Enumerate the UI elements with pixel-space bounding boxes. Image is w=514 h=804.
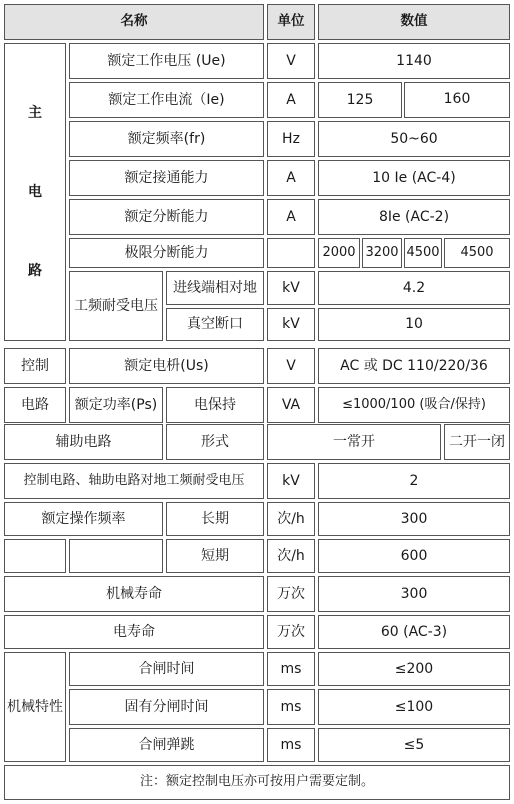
- closing-bounce-value: ≤5: [318, 728, 510, 762]
- operating-frequency-long-unit: 次/h: [267, 502, 315, 536]
- empty-cell-a: [4, 539, 66, 573]
- main-circuit-char-1: 主: [28, 105, 42, 122]
- main-circuit-char-3: 路: [28, 262, 42, 279]
- main-circuit-char-2: 电: [28, 183, 42, 200]
- operating-frequency-short-value: 600: [318, 539, 510, 573]
- limit-breaking-value-1: 2000: [318, 238, 360, 268]
- auxiliary-circuit-label: 辅助电路: [4, 424, 163, 460]
- rated-current-unit: A: [267, 82, 315, 118]
- main-circuit-label: [4, 43, 66, 341]
- control-voltage-unit: V: [267, 348, 315, 384]
- limit-breaking-value-4: 4500: [444, 238, 510, 268]
- breaking-capacity-value: 8Ie (AC-2): [318, 199, 510, 235]
- control-voltage-value: AC 或 DC 110/220/36: [318, 348, 510, 384]
- empty-cell-b: [69, 539, 163, 573]
- withstand-phase-to-earth-unit: kV: [267, 271, 315, 305]
- operating-frequency-label: 额定操作频率: [4, 502, 163, 536]
- electrical-life-unit: 万次: [267, 615, 315, 649]
- aux-withstand-unit: kV: [267, 463, 315, 499]
- making-capacity-label: 额定接通能力: [69, 160, 264, 196]
- rated-current-label: 额定工作电流（Ie): [69, 82, 264, 118]
- auxiliary-form-value-2: 二开一闭: [444, 424, 510, 460]
- limit-breaking-label: 极限分断能力: [69, 238, 264, 268]
- withstand-vacuum-gap-label: 真空断口: [166, 308, 264, 341]
- rated-current-value-2: 160: [404, 82, 510, 118]
- rated-current-value-1: 125: [318, 82, 402, 118]
- limit-breaking-unit: [267, 238, 315, 268]
- circuit-label: 电路: [4, 387, 66, 423]
- power-frequency-withstand-label: 工频耐受电压: [69, 271, 163, 341]
- electrical-life-label: 电寿命: [4, 615, 264, 649]
- aux-withstand-value: 2: [318, 463, 510, 499]
- making-capacity-unit: A: [267, 160, 315, 196]
- opening-time-label: 固有分闸时间: [69, 689, 264, 725]
- control-label: 控制: [4, 348, 66, 384]
- rated-power-unit: VA: [267, 387, 315, 423]
- closing-time-value: ≤200: [318, 652, 510, 686]
- rated-power-label: 额定功率(Ps): [69, 387, 163, 423]
- withstand-phase-to-earth-label: 进线端相对地: [166, 271, 264, 305]
- table-note: 注：额定控制电压亦可按用户需要定制。: [4, 765, 510, 800]
- breaking-capacity-unit: A: [267, 199, 315, 235]
- closing-bounce-unit: ms: [267, 728, 315, 762]
- electrical-life-value: 60 (AC-3): [318, 615, 510, 649]
- limit-breaking-value-3: 4500: [404, 238, 442, 268]
- rated-frequency-unit: Hz: [267, 121, 315, 157]
- rated-frequency-value: 50~60: [318, 121, 510, 157]
- aux-withstand-label: 控制电路、轴助电路对地工频耐受电压: [4, 463, 264, 499]
- closing-time-unit: ms: [267, 652, 315, 686]
- withstand-phase-to-earth-value: 4.2: [318, 271, 510, 305]
- operating-frequency-long-label: 长期: [166, 502, 264, 536]
- operating-frequency-short-unit: 次/h: [267, 539, 315, 573]
- withstand-vacuum-gap-unit: kV: [267, 308, 315, 341]
- closing-time-label: 合闸时间: [69, 652, 264, 686]
- mechanical-life-label: 机械寿命: [4, 576, 264, 612]
- breaking-capacity-label: 额定分断能力: [69, 199, 264, 235]
- limit-breaking-value-2: 3200: [362, 238, 402, 268]
- header-name: 名称: [4, 4, 264, 40]
- rated-voltage-value: 1140: [318, 43, 510, 79]
- opening-time-unit: ms: [267, 689, 315, 725]
- operating-frequency-short-label: 短期: [166, 539, 264, 573]
- withstand-vacuum-gap-value: 10: [318, 308, 510, 341]
- auxiliary-form-value-1: 一常开: [267, 424, 441, 460]
- rated-voltage-unit: V: [267, 43, 315, 79]
- header-unit: 单位: [267, 4, 315, 40]
- auxiliary-form-label: 形式: [166, 424, 264, 460]
- mechanical-characteristics-label: 机械特性: [4, 652, 66, 762]
- rated-voltage-label: 额定工作电压 (Ue): [69, 43, 264, 79]
- making-capacity-value: 10 Ie (AC-4): [318, 160, 510, 196]
- opening-time-value: ≤100: [318, 689, 510, 725]
- rated-frequency-label: 额定频率(fr): [69, 121, 264, 157]
- header-value: 数值: [318, 4, 510, 40]
- operating-frequency-long-value: 300: [318, 502, 510, 536]
- rated-power-value: ≤1000/100 (吸合/保持): [318, 387, 510, 423]
- power-hold-label: 电保持: [166, 387, 264, 423]
- closing-bounce-label: 合闸弹跳: [69, 728, 264, 762]
- mechanical-life-unit: 万次: [267, 576, 315, 612]
- control-voltage-label: 额定电枡(Us): [69, 348, 264, 384]
- mechanical-life-value: 300: [318, 576, 510, 612]
